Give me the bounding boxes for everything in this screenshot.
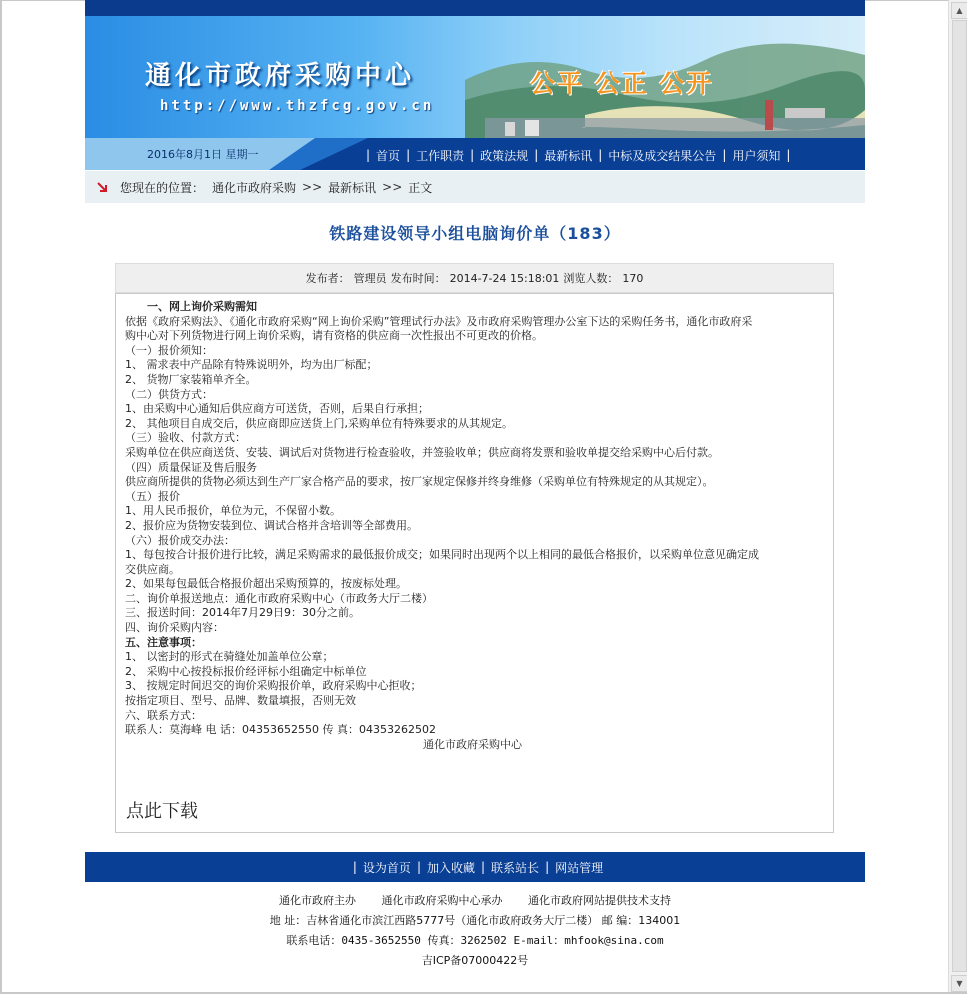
footer-address: 地 址：吉林省通化市滨江西路5777号（通化市政府政务大厅二楼） 邮 编：134001 bbox=[269, 914, 681, 927]
site-admin-link[interactable]: 网站管理 bbox=[555, 860, 604, 875]
window-left-border bbox=[0, 0, 2, 994]
footer-info bbox=[85, 892, 865, 972]
slogan: 公平 公正 公开 bbox=[530, 69, 714, 98]
paragraph-line: 二、询价单报送地点：通化市政府采购中心（市政务大厅二楼） bbox=[125, 591, 433, 605]
breadcrumb-separator: >> bbox=[302, 180, 323, 194]
nav-item-results[interactable]: 中标及成交结果公告 bbox=[608, 148, 717, 163]
paragraph-line: 依据《政府采购法》、《通化市政府采购“网上询价采购”管理试行办法》及市政府采购管理办公室下达的采购任务书，通化市政府采 bbox=[125, 314, 753, 328]
article-body bbox=[115, 293, 834, 833]
add-favorite-link[interactable]: 加入收藏 bbox=[426, 860, 475, 875]
paragraph-line: 2、报价应为货物安装到位、调试合格并含培训等全部费用。 bbox=[125, 518, 418, 532]
scrollbar-thumb[interactable] bbox=[952, 20, 967, 972]
paragraph-line: 购中心对下列货物进行网上询价采购，请有资格的供应商一次性报出不可更改的价格。 bbox=[125, 329, 543, 343]
nav-item-latest-bids[interactable]: 最新标讯 bbox=[544, 148, 593, 163]
paragraph-line: 供应商所提供的货物必须达到生产厂家合格产品的要求，按厂家规定保修并终身维修（采购单位有特殊规定的从其规定）。 bbox=[125, 475, 714, 489]
publisher-value: 管理员 bbox=[353, 272, 387, 285]
site-url: http://www.thzfcg.gov.cn bbox=[160, 98, 435, 114]
date-text: 2016年8月1日 星期一 bbox=[147, 148, 259, 161]
paragraph-line: 2、 采购中心按投标报价经评标小组确定中标单位 bbox=[125, 664, 367, 678]
paragraph-line: 1、由采购中心通知后供应商方可送货，否则，后果自行承担； bbox=[125, 402, 429, 416]
download-link[interactable]: 点此下载 bbox=[126, 801, 198, 822]
breadcrumb-item-latest[interactable]: 最新标讯 bbox=[328, 180, 377, 195]
article-meta-bar bbox=[115, 263, 834, 293]
paragraph-line: 采购单位在供应商送货、安装、调试后对货物进行检查验收，并签验收单；供应商将发票和验收单提交给采购中心后付款。 bbox=[125, 445, 719, 459]
subheading: （四）质量保证及售后服务 bbox=[125, 460, 257, 474]
breadcrumb-item-home[interactable]: 通化市政府采购 bbox=[212, 180, 297, 195]
paragraph-line: 2、如果每包最低合格报价超出采购预算的，按废标处理。 bbox=[125, 577, 407, 591]
footer-credits bbox=[85, 892, 865, 912]
publish-time-value: 2014-7-24 15:18:01 bbox=[449, 271, 560, 285]
breadcrumb bbox=[85, 171, 865, 203]
nav-item-user-guide[interactable]: 用户须知 bbox=[732, 148, 781, 163]
nav-item-policies[interactable]: 政策法规 bbox=[480, 148, 529, 163]
scroll-down-arrow-icon[interactable]: ▼ bbox=[951, 975, 967, 992]
footer-organizer: 通化市政府采购中心承办 bbox=[381, 894, 503, 907]
subheading: （三）验收、付款方式： bbox=[125, 431, 246, 445]
site-title: 通化市政府采购中心 bbox=[145, 61, 416, 91]
subheading: 五、注意事项： bbox=[125, 635, 202, 649]
nav-item-home[interactable]: 首页 bbox=[376, 148, 401, 163]
footer-contact: 联系电话：0435-3652550 传真：3262502 E-mail：mhfook@sina.com bbox=[286, 934, 664, 947]
paragraph-line: 1、 以密封的形式在骑缝处加盖单位公章； bbox=[125, 650, 334, 664]
contact-admin-link[interactable]: 联系站长 bbox=[491, 860, 540, 875]
header-top-strip bbox=[85, 0, 865, 16]
red-arrow-icon bbox=[96, 181, 108, 193]
views-label: 浏览人数： bbox=[563, 272, 619, 285]
vertical-scrollbar[interactable] bbox=[948, 0, 967, 994]
set-homepage-link[interactable]: 设为首页 bbox=[362, 860, 411, 875]
paragraph-line: 1、 需求表中产品除有特殊说明外，均为出厂标配； bbox=[125, 358, 378, 372]
subheading: （五）报价 bbox=[125, 489, 180, 503]
main-nav: | 首页 | 工作职责 | 政策法规 | 最新标讯 | 中标及成交结果公告 | 用户须知 | bbox=[366, 148, 791, 163]
paragraph-line: 四、询价采购内容： bbox=[125, 621, 224, 635]
article-content bbox=[125, 300, 825, 752]
publish-time-label: 发布时间： bbox=[390, 272, 446, 285]
views-value: 170 bbox=[622, 271, 644, 285]
footer-sponsor: 通化市政府主办 bbox=[279, 894, 356, 907]
paragraph-line: 1、用人民币报价，单位为元，不保留小数。 bbox=[125, 504, 341, 518]
paragraph-line: 1、每包按合计报价进行比较，满足采购需求的最低报价成交；如果同时出现两个以上相同的最低合格报价，以采购单位意见确定成 bbox=[125, 548, 759, 562]
paragraph-line: 三、报送时间：2014年7月29日9：30分之前。 bbox=[125, 606, 360, 620]
subheading: （六）报价成交办法： bbox=[125, 533, 235, 547]
subheading: （一）报价须知： bbox=[125, 343, 213, 357]
subheading: （二）供货方式： bbox=[125, 387, 213, 401]
contact-line: 联系人：莫海峰 电 话：04353652550 传 真：04353262502 bbox=[125, 723, 436, 737]
breadcrumb-item-current: 正文 bbox=[408, 180, 433, 195]
breadcrumb-prefix: 您现在的位置： bbox=[120, 180, 205, 195]
site-header bbox=[85, 0, 865, 170]
section-heading: 一、网上询价采购需知 bbox=[147, 300, 257, 313]
paragraph-line: 2、 货物厂家装箱单齐全。 bbox=[125, 372, 257, 386]
paragraph-line: 按指定项目、型号、品牌、数量填报，否则无效 bbox=[125, 694, 356, 708]
signature-line: 通化市政府采购中心 bbox=[423, 737, 522, 751]
scroll-up-arrow-icon[interactable]: ▲ bbox=[951, 2, 967, 19]
paragraph-line: 交供应商。 bbox=[125, 562, 180, 576]
footer-icp: 吉ICP备07000422号 bbox=[421, 954, 529, 967]
footer-tech-support: 通化市政府网站提供技术支持 bbox=[528, 894, 671, 907]
subheading: 六、联系方式： bbox=[125, 708, 202, 722]
paragraph-line: 3、 按规定时间迟交的询价采购报价单，政府采购中心拒收； bbox=[125, 679, 422, 693]
publisher-label: 发布者： bbox=[305, 272, 350, 285]
paragraph-line: 2、 其他项目自成交后，供应商即应送货上门,采购单位有特殊要求的从其规定。 bbox=[125, 416, 513, 430]
footer-nav: | 设为首页 | 加入收藏 | 联系站长 | 网站管理 bbox=[85, 852, 865, 882]
breadcrumb-separator: >> bbox=[382, 180, 403, 194]
article-title: 铁路建设领导小组电脑询价单（183） bbox=[329, 224, 621, 243]
nav-item-duties[interactable]: 工作职责 bbox=[416, 148, 465, 163]
